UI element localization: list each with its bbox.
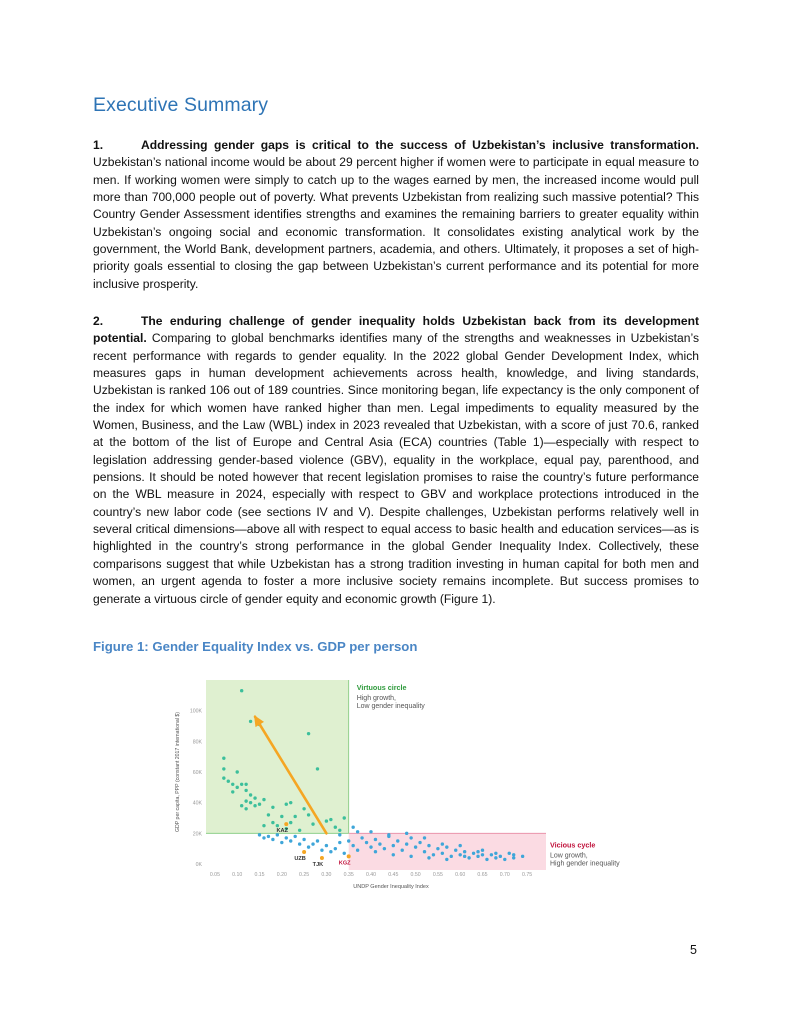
- paragraph-lead: Addressing gender gaps is critical to the success of Uzbekistan’s inclusive transformation.: [141, 138, 699, 152]
- data-point: [441, 842, 444, 845]
- data-point: [338, 841, 341, 844]
- country-point-uzb: [302, 850, 306, 854]
- data-point: [262, 824, 265, 827]
- x-tick-label: 0.25: [299, 872, 310, 878]
- data-point: [267, 835, 270, 838]
- data-point: [276, 824, 279, 827]
- x-tick-label: 0.10: [232, 872, 243, 878]
- data-point: [227, 780, 230, 783]
- data-point: [236, 770, 239, 773]
- data-point: [508, 852, 511, 855]
- data-point: [289, 821, 292, 824]
- data-point: [293, 815, 296, 818]
- data-point: [476, 855, 479, 858]
- data-point: [481, 853, 484, 856]
- data-point: [445, 858, 448, 861]
- data-point: [392, 844, 395, 847]
- data-point: [222, 767, 225, 770]
- data-point: [503, 858, 506, 861]
- paragraph-body: Uzbekistan’s national income would be about 29 percent higher if women were to participate in equal measure to men. If working women were simply to catch up to the wages earned by men, the increased income would pull more than 700,000 people out of poverty. What prevents Uzbekistan from realizing such massive potential? This Country Gender Assessment identifies strengths and examines the remaining barriers to greater equality within Uzbekistan’s ongoing social and economic transformation. It consolidates existing analytical work by the government, the World Bank, development partners, academia, and others. Ultimately, it proposes a set of high-priority goals essential to closing the gap between Uzbekistan’s current performance and its potential for more inclusive prosperity.: [93, 155, 699, 291]
- data-point: [280, 841, 283, 844]
- data-point: [369, 830, 372, 833]
- data-point: [240, 783, 243, 786]
- data-point: [356, 830, 359, 833]
- data-point: [244, 799, 247, 802]
- data-point: [231, 783, 234, 786]
- data-point: [427, 856, 430, 859]
- x-tick-label: 0.70: [499, 872, 510, 878]
- data-point: [490, 853, 493, 856]
- data-point: [271, 821, 274, 824]
- virtuous-region: [206, 680, 349, 833]
- data-point: [378, 842, 381, 845]
- data-point: [249, 801, 252, 804]
- data-point: [302, 807, 305, 810]
- data-point: [307, 845, 310, 848]
- x-tick-label: 0.75: [522, 872, 533, 878]
- data-point: [512, 853, 515, 856]
- data-point: [329, 818, 332, 821]
- data-point: [450, 855, 453, 858]
- data-point: [307, 813, 310, 816]
- data-point: [338, 833, 341, 836]
- x-tick-label: 0.30: [321, 872, 332, 878]
- data-point: [343, 816, 346, 819]
- data-point: [374, 838, 377, 841]
- data-point: [258, 803, 261, 806]
- country-label: KGZ: [338, 860, 351, 867]
- data-point: [311, 822, 314, 825]
- data-point: [423, 850, 426, 853]
- data-point: [365, 841, 368, 844]
- x-tick-label: 0.20: [276, 872, 287, 878]
- data-point: [383, 847, 386, 850]
- section-heading: Executive Summary: [93, 94, 269, 116]
- data-point: [262, 836, 265, 839]
- data-point: [249, 793, 252, 796]
- data-point: [423, 836, 426, 839]
- data-point: [244, 789, 247, 792]
- data-point: [499, 855, 502, 858]
- data-point: [249, 720, 252, 723]
- country-label: UZB: [294, 856, 306, 863]
- figure-title: Figure 1: Gender Equality Index vs. GDP per person: [93, 639, 418, 654]
- data-point: [231, 790, 234, 793]
- paragraph-1: [93, 137, 699, 293]
- data-point: [325, 844, 328, 847]
- data-point: [289, 801, 292, 804]
- x-tick-label: 0.35: [343, 872, 354, 878]
- data-point: [392, 853, 395, 856]
- data-point: [521, 855, 524, 858]
- data-point: [307, 732, 310, 735]
- data-point: [338, 829, 341, 832]
- data-point: [409, 855, 412, 858]
- data-point: [271, 838, 274, 841]
- x-tick-label: 0.65: [477, 872, 488, 878]
- data-point: [325, 819, 328, 822]
- y-tick-label: 20K: [192, 831, 202, 838]
- data-point: [222, 757, 225, 760]
- data-point: [351, 826, 354, 829]
- x-tick-label: 0.15: [254, 872, 265, 878]
- data-point: [253, 796, 256, 799]
- virtuous-desc: High growth,: [356, 695, 396, 702]
- data-point: [427, 844, 430, 847]
- vicious-desc: Low growth,: [550, 852, 588, 860]
- paragraph-lead: The enduring challenge of gender inequality holds Uzbekistan back from its development potential.: [93, 314, 699, 346]
- data-point: [240, 804, 243, 807]
- x-tick-label: 0.55: [432, 872, 443, 878]
- data-point: [476, 850, 479, 853]
- x-tick-label: 0.40: [365, 872, 377, 878]
- data-point: [244, 783, 247, 786]
- y-tick-label: 0K: [195, 862, 202, 868]
- data-point: [334, 847, 337, 850]
- data-point: [280, 815, 283, 818]
- paragraph-number: 1.: [93, 138, 104, 152]
- paragraph-number: 2.: [93, 314, 104, 328]
- data-point: [267, 813, 270, 816]
- y-tick-label: 40K: [192, 800, 202, 807]
- data-point: [458, 853, 461, 856]
- data-point: [302, 838, 305, 841]
- country-point-kaz: [284, 822, 288, 826]
- data-point: [298, 829, 301, 832]
- data-point: [293, 835, 296, 838]
- data-point: [356, 849, 359, 852]
- data-point: [445, 845, 448, 848]
- y-tick-label: 80K: [192, 739, 202, 746]
- data-point: [258, 833, 261, 836]
- data-point: [320, 849, 323, 852]
- data-point: [343, 852, 346, 855]
- data-point: [374, 850, 377, 853]
- data-point: [298, 842, 301, 845]
- vicious-desc: High gender inequality: [550, 860, 620, 868]
- x-tick-label: 0.45: [388, 872, 399, 878]
- y-tick-label: 60K: [192, 770, 202, 776]
- data-point: [463, 855, 466, 858]
- data-point: [311, 842, 314, 845]
- data-point: [253, 804, 256, 807]
- data-point: [360, 836, 363, 839]
- country-label: KAZ: [276, 828, 289, 835]
- x-tick-label: 0.05: [209, 872, 220, 878]
- scatter-chart: [168, 664, 638, 904]
- data-point: [289, 839, 292, 842]
- x-axis-label: UNDP Gender Inequality Index: [353, 884, 429, 890]
- y-tick-label: 100K: [189, 708, 202, 715]
- data-point: [387, 833, 390, 836]
- data-point: [244, 807, 247, 810]
- data-point: [285, 803, 288, 806]
- data-point: [334, 826, 337, 829]
- data-point: [472, 852, 475, 855]
- virtuous-desc: Low gender inequality: [356, 703, 425, 710]
- paragraph-body: Comparing to global benchmarks identifies many of the strengths and weaknesses in Uzbekistan’s recent performance with regards to gender equality. In the 2022 global Gender Development Index, which measures gaps in human development achievements across health, knowledge, and living standards, Uzbekistan is ranked 106 out of 189 countries. Since monitoring began, life expectancy is the only component of the index for which women have ranked higher than men. Legal impediments to equality measured by the Women, Business, and the Law (WBL) index in 2023 revealed that Uzbekistan, with a score of just 70.6, ranked at the bottom of the list of Europe and Central Asia (ECA) countries (Table 1)—especially with respect to legislation addressing gender-based violence (GBV), equality in the workplace, equal pay, parenthood, and pensions. It should be noted however that recent legislation promises to raise the country’s future performance on the WBL measure in 2024, especially with respect to GBV and workplace protections introduced in the country’s new labor code (see sections IV and V). Despite challenges, Uzbekistan performs relatively well in several critical dimensions—above all with respect to equal access to basic health and education services—as is highlighted in the country’s strong performance in the global Gender Inequality Index. Collectively, these comparisons suggest that while Uzbekistan has a strong tradition investing in human capital for both men and women, an urgent agenda to foster a more inclusive society remains incomplete. But success promises to generate a virtuous circle of gender equity and economic growth (Figure 1).: [93, 331, 699, 606]
- data-point: [481, 849, 484, 852]
- data-point: [405, 842, 408, 845]
- data-point: [271, 806, 274, 809]
- data-point: [463, 850, 466, 853]
- data-point: [316, 839, 319, 842]
- data-point: [409, 836, 412, 839]
- virtuous-label: Virtuous circle: [356, 683, 407, 692]
- data-point: [436, 847, 439, 850]
- data-point: [262, 798, 265, 801]
- data-point: [222, 776, 225, 779]
- data-point: [414, 845, 417, 848]
- country-point-kgz: [347, 854, 351, 858]
- data-point: [432, 853, 435, 856]
- y-axis-label: GDP per capita, PPP (constant 2017 international $): [175, 711, 181, 833]
- data-point: [316, 767, 319, 770]
- data-point: [351, 844, 354, 847]
- data-point: [347, 839, 350, 842]
- x-tick-label: 0.50: [410, 872, 421, 878]
- data-point: [494, 852, 497, 855]
- paragraph-2: [93, 313, 699, 608]
- data-point: [485, 858, 488, 861]
- data-point: [329, 850, 332, 853]
- x-tick-label: 0.60: [455, 872, 466, 878]
- data-point: [467, 856, 470, 859]
- data-point: [285, 836, 288, 839]
- vicious-label: Vicious cycle: [550, 840, 596, 850]
- data-point: [454, 849, 457, 852]
- country-point-tjk: [320, 856, 324, 860]
- data-point: [236, 786, 239, 789]
- data-point: [441, 852, 444, 855]
- data-point: [418, 841, 421, 844]
- vicious-region: [349, 833, 546, 870]
- data-point: [369, 845, 372, 848]
- data-point: [240, 689, 243, 692]
- page-number: 5: [690, 943, 697, 957]
- data-point: [396, 839, 399, 842]
- data-point: [405, 832, 408, 835]
- country-label: TJK: [312, 862, 324, 869]
- data-point: [512, 856, 515, 859]
- data-point: [458, 844, 461, 847]
- data-point: [494, 856, 497, 859]
- data-point: [401, 849, 404, 852]
